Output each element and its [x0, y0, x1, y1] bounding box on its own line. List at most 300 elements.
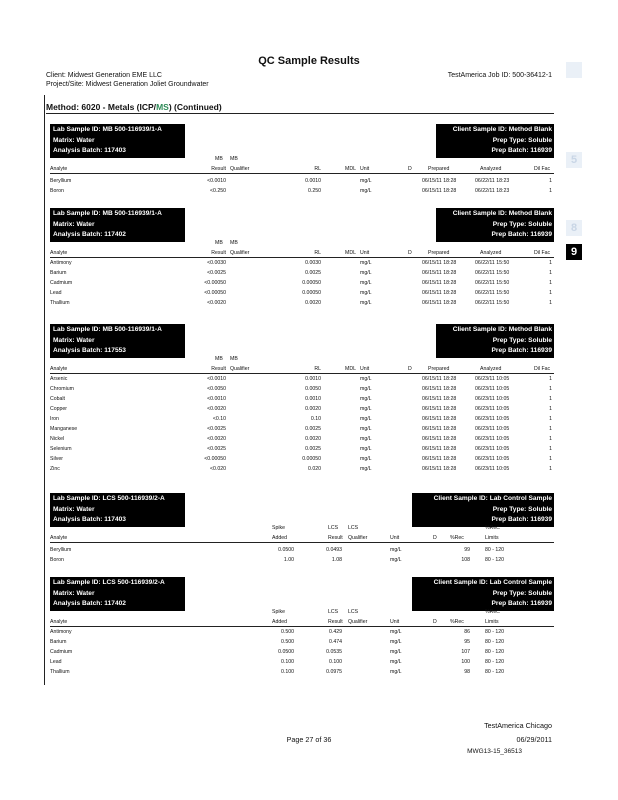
cell-rl: 0.00050: [302, 290, 321, 296]
cell-result: <0.0020: [207, 436, 226, 442]
header-lcs: LCS: [348, 609, 359, 615]
lab-sample-info: [50, 124, 185, 158]
cell-spike-added: 0.100: [281, 669, 294, 675]
cell-analyte: Iron: [50, 416, 59, 422]
cell-prepared: 06/15/11 18:28: [422, 280, 457, 286]
header-lcs: LCS: [328, 525, 339, 531]
header-analyte: Analyte: [50, 366, 68, 372]
cell-analyte: Copper: [50, 406, 68, 412]
block-lcs-117403: [46, 493, 554, 573]
cell-analyzed: 06/22/11 15:50: [475, 270, 510, 276]
cell-result: <0.0050: [207, 386, 226, 392]
header-mb: MB: [215, 240, 223, 246]
cell-rl: 0.250: [308, 188, 321, 194]
header-mdl: MDL: [345, 166, 356, 172]
cell-prepared: 06/15/11 18:28: [422, 376, 457, 382]
table-row: [50, 446, 554, 456]
prep-type: Prep Type: Soluble: [492, 136, 552, 144]
cell-unit: mg/L: [360, 260, 372, 266]
cell-dil-fac: 1: [549, 416, 552, 422]
table-row: [50, 466, 554, 476]
cell-prepared: 06/15/11 18:28: [422, 396, 457, 402]
cell-dil-fac: 1: [549, 290, 552, 296]
cell-rl: 0.0025: [305, 426, 321, 432]
header-analyte: Analyte: [50, 535, 68, 541]
cell-analyte: Selenium: [50, 446, 72, 452]
table-row: [50, 649, 554, 659]
matrix: Matrix: Water: [53, 136, 95, 144]
cell-result: <0.020: [209, 466, 226, 472]
prep-type: Prep Type: Soluble: [492, 589, 552, 597]
lab-sample-info: [50, 577, 185, 611]
header-result: Result: [328, 619, 343, 625]
cell-result: 0.0535: [326, 649, 342, 655]
cell-dil-fac: 1: [549, 426, 552, 432]
method-ms: MS: [156, 102, 169, 112]
footer-company: TestAmerica Chicago: [484, 721, 552, 730]
cell-analyte: Cadmium: [50, 280, 73, 286]
cell-dil-fac: 1: [549, 446, 552, 452]
cell-rl: 0.0025: [305, 270, 321, 276]
cell-dil-fac: 1: [549, 376, 552, 382]
lab-sample-id: Lab Sample ID: LCS 500-116939/2-A: [53, 495, 165, 502]
cell-prepared: 06/15/11 18:28: [422, 436, 457, 442]
header-mb: MB: [215, 356, 223, 362]
analysis-batch: Analysis Batch: 117553: [53, 347, 126, 354]
block-lcs-117402: [46, 577, 554, 685]
cell-rl: 0.0010: [305, 178, 321, 184]
cell-unit: mg/L: [360, 466, 372, 472]
cell-prepared: 06/15/11 18:28: [422, 426, 457, 432]
cell-analyte: Arsenic: [50, 376, 68, 382]
cell-dil-fac: 1: [549, 406, 552, 412]
header-mb: MB: [230, 240, 238, 246]
header-unit: Unit: [360, 166, 370, 172]
cell-spike-added: 0.0500: [278, 547, 294, 553]
header-lcs: LCS: [348, 525, 359, 531]
cell-prepared: 06/15/11 18:28: [422, 386, 457, 392]
header-mdl: MDL: [345, 366, 356, 372]
cell-rl: 0.10: [310, 416, 321, 422]
table-row: [50, 376, 554, 386]
column-headers: [50, 156, 554, 178]
table-row: [50, 659, 554, 669]
cell-prepared: 06/15/11 18:28: [422, 416, 457, 422]
cell-rl: 0.00050: [302, 456, 321, 462]
lab-sample-id: Lab Sample ID: MB 500-116939/1-A: [53, 326, 162, 333]
cell-analyte: Boron: [50, 557, 64, 563]
cell-spike-added: 0.500: [281, 639, 294, 645]
matrix: Matrix: Water: [53, 505, 95, 513]
analysis-batch: Analysis Batch: 117403: [53, 516, 126, 523]
table-row: [50, 456, 554, 466]
side-tab-9[interactable]: 9: [566, 244, 582, 260]
header-rule: [50, 542, 554, 543]
header-rec: %Rec.: [485, 609, 501, 615]
cell-spike-added: 0.100: [281, 659, 294, 665]
header-added: Added: [272, 535, 288, 541]
cell-result: 0.0975: [326, 669, 342, 675]
cell-unit: mg/L: [390, 557, 402, 563]
cell-result: <0.0010: [207, 396, 226, 402]
analysis-batch: Analysis Batch: 117402: [53, 231, 126, 238]
client-sample-info: [412, 493, 554, 527]
cell-analyte: Boron: [50, 188, 64, 194]
table-row: [50, 547, 554, 557]
cell-limits: 80 - 120: [485, 649, 505, 655]
left-margin-rule: [44, 95, 45, 685]
lab-sample-id: Lab Sample ID: MB 500-116939/1-A: [53, 210, 162, 217]
cell-analyte: Silver: [50, 456, 63, 462]
table-row: [50, 557, 554, 567]
header-d: D: [408, 166, 412, 172]
header-analyzed: Analyzed: [480, 250, 502, 256]
column-headers: [50, 240, 554, 262]
client-sample-info: [436, 124, 554, 158]
cell-result: <0.0010: [207, 178, 226, 184]
column-headers: [50, 525, 554, 547]
cell-analyte: Barium: [50, 639, 67, 645]
client-name: Client: Midwest Generation EME LLC: [46, 72, 162, 79]
header-limits: Limits: [485, 535, 499, 541]
table-row: [50, 386, 554, 396]
cell-analyte: Zinc: [50, 466, 60, 472]
method-prefix: Method: 6020 - Metals (ICP/: [46, 102, 157, 112]
side-tab[interactable]: [566, 62, 582, 78]
cell-analyte: Lead: [50, 290, 62, 296]
table-row: [50, 639, 554, 649]
cell-unit: mg/L: [360, 290, 372, 296]
header-limits: Limits: [485, 619, 499, 625]
cell-prepared: 06/15/11 18:28: [422, 260, 457, 266]
lab-sample-info: [50, 324, 185, 358]
cell-unit: mg/L: [360, 416, 372, 422]
cell-limits: 80 - 120: [485, 629, 505, 635]
cell-unit: mg/L: [360, 280, 372, 286]
cell-dil-fac: 1: [549, 466, 552, 472]
cell-analyzed: 06/23/11 10:05: [475, 386, 510, 392]
cell-pct-rec: 95: [464, 639, 470, 645]
side-tab-8[interactable]: 8: [566, 220, 582, 236]
header-unit: Unit: [360, 366, 370, 372]
cell-unit: mg/L: [390, 639, 402, 645]
header-qualifier: Qualifier: [230, 166, 250, 172]
cell-analyzed: 06/23/11 10:05: [475, 416, 510, 422]
cell-result: 0.429: [329, 629, 342, 635]
side-tab-5[interactable]: 5: [566, 152, 582, 168]
cell-result: 0.100: [329, 659, 342, 665]
header-d: D: [433, 535, 437, 541]
cell-prepared: 06/15/11 18:28: [422, 188, 457, 194]
cell-analyzed: 06/22/11 18:23: [475, 188, 510, 194]
cell-rl: 0.0010: [305, 396, 321, 402]
cell-unit: mg/L: [360, 446, 372, 452]
lab-sample-info: [50, 493, 185, 527]
cell-analyte: Thallium: [50, 300, 70, 306]
cell-result: <0.00050: [204, 456, 226, 462]
header-mb: MB: [230, 156, 238, 162]
prep-type: Prep Type: Soluble: [492, 505, 552, 513]
header-dil-fac: Dil Fac: [534, 366, 551, 372]
header-lcs: LCS: [328, 609, 339, 615]
cell-rl: 0.00050: [302, 280, 321, 286]
header-dil-fac: Dil Fac: [534, 166, 551, 172]
method-suffix: ) (Continued): [168, 102, 222, 112]
cell-analyte: Manganese: [50, 426, 78, 432]
cell-unit: mg/L: [360, 300, 372, 306]
prep-batch: Prep Batch: 116939: [491, 147, 552, 154]
cell-prepared: 06/15/11 18:28: [422, 406, 457, 412]
cell-result: 1.08: [331, 557, 342, 563]
method-rule: [46, 113, 554, 114]
cell-result: <0.0025: [207, 446, 226, 452]
cell-unit: mg/L: [360, 376, 372, 382]
cell-analyte: Antimony: [50, 260, 72, 266]
lab-sample-id: Lab Sample ID: MB 500-116939/1-A: [53, 126, 162, 133]
project-site: Project/Site: Midwest Generation Joliet Groundwater: [46, 81, 209, 88]
header-qualifier: Qualifier: [230, 250, 250, 256]
cell-spike-added: 0.500: [281, 629, 294, 635]
header-result: Result: [328, 535, 343, 541]
table-row: [50, 280, 554, 290]
cell-result: <0.0025: [207, 270, 226, 276]
cell-spike-added: 0.0500: [278, 649, 294, 655]
cell-result: <0.0025: [207, 426, 226, 432]
cell-analyte: Chromium: [50, 386, 74, 392]
header-rl: RL: [314, 366, 321, 372]
block-mb-117403: [46, 124, 554, 204]
header-prepared: Prepared: [428, 366, 450, 372]
cell-analyte: Cobalt: [50, 396, 65, 402]
cell-analyzed: 06/23/11 10:05: [475, 466, 510, 472]
prep-type: Prep Type: Soluble: [492, 336, 552, 344]
client-sample-id: Client Sample ID: Method Blank: [452, 326, 552, 333]
cell-unit: mg/L: [390, 659, 402, 665]
header-result: Result: [211, 250, 226, 256]
header-rec: %Rec.: [485, 525, 501, 531]
cell-result: <0.00050: [204, 280, 226, 286]
cell-result: <0.0020: [207, 406, 226, 412]
cell-result: <0.250: [209, 188, 226, 194]
table-row: [50, 669, 554, 679]
cell-result: <0.0020: [207, 300, 226, 306]
cell-analyte: Cadmium: [50, 649, 73, 655]
header-spike: Spike: [272, 609, 285, 615]
block-mb-117402: [46, 208, 554, 318]
footer-code: MWG13-15_36513: [467, 748, 522, 755]
cell-spike-added: 1.00: [283, 557, 294, 563]
cell-analyte: Beryllium: [50, 178, 72, 184]
table-row: [50, 426, 554, 436]
header-rule: [50, 373, 554, 374]
header-rule: [50, 257, 554, 258]
method-heading: [46, 102, 222, 112]
cell-result: <0.10: [212, 416, 226, 422]
cell-dil-fac: 1: [549, 280, 552, 286]
footer-date: 06/29/2011: [516, 735, 552, 744]
cell-prepared: 06/15/11 18:28: [422, 300, 457, 306]
lab-sample-info: [50, 208, 185, 242]
header-spike: Spike: [272, 525, 285, 531]
header-unit: Unit: [390, 535, 400, 541]
cell-analyte: Nickel: [50, 436, 65, 442]
cell-rl: 0.0020: [305, 406, 321, 412]
lab-sample-id: Lab Sample ID: LCS 500-116939/2-A: [53, 579, 165, 586]
cell-dil-fac: 1: [549, 396, 552, 402]
prep-batch: Prep Batch: 116939: [491, 600, 552, 607]
table-row: [50, 416, 554, 426]
header-result: Result: [211, 366, 226, 372]
cell-limits: 80 - 120: [485, 639, 505, 645]
header-unit: Unit: [390, 619, 400, 625]
cell-prepared: 06/15/11 18:28: [422, 178, 457, 184]
cell-unit: mg/L: [360, 426, 372, 432]
client-sample-info: [436, 324, 554, 358]
table-row: [50, 396, 554, 406]
cell-unit: mg/L: [360, 456, 372, 462]
cell-result: <0.0030: [207, 260, 226, 266]
table-row: [50, 178, 554, 188]
header-prepared: Prepared: [428, 166, 450, 172]
cell-unit: mg/L: [360, 178, 372, 184]
cell-pct-rec: 108: [461, 557, 470, 563]
header-dil-fac: Dil Fac: [534, 250, 551, 256]
cell-unit: mg/L: [360, 436, 372, 442]
column-headers: [50, 356, 554, 378]
cell-result: 0.0493: [326, 547, 342, 553]
cell-analyzed: 06/23/11 10:05: [475, 436, 510, 442]
cell-dil-fac: 1: [549, 386, 552, 392]
cell-analyzed: 06/22/11 15:50: [475, 300, 510, 306]
client-sample-info: [436, 208, 554, 242]
cell-unit: mg/L: [360, 386, 372, 392]
cell-analyzed: 06/23/11 10:05: [475, 426, 510, 432]
header-mb: MB: [215, 156, 223, 162]
cell-dil-fac: 1: [549, 178, 552, 184]
cell-unit: mg/L: [360, 270, 372, 276]
client-sample-id: Client Sample ID: Lab Control Sample: [433, 579, 552, 586]
cell-analyte: Barium: [50, 270, 67, 276]
table-row: [50, 290, 554, 300]
cell-dil-fac: 1: [549, 436, 552, 442]
header-added: Added: [272, 619, 288, 625]
header-pct-rec: %Rec: [450, 535, 464, 541]
header-rl: RL: [314, 166, 321, 172]
table-row: [50, 406, 554, 416]
header-prepared: Prepared: [428, 250, 450, 256]
header-unit: Unit: [360, 250, 370, 256]
cell-analyte: Beryllium: [50, 547, 72, 553]
table-row: [50, 188, 554, 198]
cell-dil-fac: 1: [549, 260, 552, 266]
cell-analyzed: 06/23/11 10:05: [475, 406, 510, 412]
table-row: [50, 260, 554, 270]
cell-pct-rec: 99: [464, 547, 470, 553]
cell-rl: 0.0050: [305, 386, 321, 392]
header-d: D: [408, 250, 412, 256]
header-qualifier: Qualifier: [348, 535, 368, 541]
page-title: QC Sample Results: [258, 55, 360, 67]
header-analyzed: Analyzed: [480, 366, 502, 372]
cell-pct-rec: 86: [464, 629, 470, 635]
header-mdl: MDL: [345, 250, 356, 256]
cell-analyzed: 06/22/11 15:50: [475, 290, 510, 296]
cell-unit: mg/L: [360, 396, 372, 402]
header-mb: MB: [230, 356, 238, 362]
cell-rl: 0.0010: [305, 376, 321, 382]
cell-rl: 0.020: [308, 466, 321, 472]
prep-batch: Prep Batch: 116939: [491, 231, 552, 238]
client-sample-info: [412, 577, 554, 611]
cell-unit: mg/L: [360, 406, 372, 412]
cell-prepared: 06/15/11 18:28: [422, 456, 457, 462]
header-qualifier: Qualifier: [230, 366, 250, 372]
cell-pct-rec: 100: [461, 659, 470, 665]
table-row: [50, 300, 554, 310]
cell-pct-rec: 107: [461, 649, 470, 655]
cell-limits: 80 - 120: [485, 547, 505, 553]
header-rl: RL: [314, 250, 321, 256]
prep-batch: Prep Batch: 116939: [491, 516, 552, 523]
block-mb-117553: [46, 324, 554, 489]
cell-rl: 0.0020: [305, 436, 321, 442]
cell-rl: 0.0025: [305, 446, 321, 452]
cell-dil-fac: 1: [549, 456, 552, 462]
table-row: [50, 629, 554, 639]
cell-analyte: Thallium: [50, 669, 70, 675]
header-pct-rec: %Rec: [450, 619, 464, 625]
page-number: Page 27 of 36: [286, 735, 332, 744]
cell-analyte: Antimony: [50, 629, 72, 635]
cell-dil-fac: 1: [549, 270, 552, 276]
header-result: Result: [211, 166, 226, 172]
matrix: Matrix: Water: [53, 336, 95, 344]
header-analyte: Analyte: [50, 619, 68, 625]
cell-limits: 80 - 120: [485, 669, 505, 675]
header-d: D: [433, 619, 437, 625]
cell-result: 0.474: [329, 639, 342, 645]
client-sample-id: Client Sample ID: Lab Control Sample: [433, 495, 552, 502]
cell-result: <0.0010: [207, 376, 226, 382]
prep-type: Prep Type: Soluble: [492, 220, 552, 228]
cell-rl: 0.0020: [305, 300, 321, 306]
matrix: Matrix: Water: [53, 589, 95, 597]
cell-prepared: 06/15/11 18:28: [422, 466, 457, 472]
analysis-batch: Analysis Batch: 117403: [53, 147, 126, 154]
client-sample-id: Client Sample ID: Method Blank: [452, 210, 552, 217]
header-rule: [50, 173, 554, 174]
column-headers: [50, 609, 554, 631]
header-rule: [50, 626, 554, 627]
analysis-batch: Analysis Batch: 117402: [53, 600, 126, 607]
cell-rl: 0.0030: [305, 260, 321, 266]
cell-limits: 80 - 120: [485, 659, 505, 665]
header-qualifier: Qualifier: [348, 619, 368, 625]
table-row: [50, 436, 554, 446]
cell-analyzed: 06/22/11 15:50: [475, 260, 510, 266]
cell-unit: mg/L: [390, 547, 402, 553]
cell-analyte: Lead: [50, 659, 62, 665]
prep-batch: Prep Batch: 116939: [491, 347, 552, 354]
client-sample-id: Client Sample ID: Method Blank: [452, 126, 552, 133]
cell-dil-fac: 1: [549, 300, 552, 306]
cell-prepared: 06/15/11 18:28: [422, 290, 457, 296]
cell-unit: mg/L: [390, 629, 402, 635]
header-d: D: [408, 366, 412, 372]
cell-analyzed: 06/22/11 15:50: [475, 280, 510, 286]
cell-unit: mg/L: [360, 188, 372, 194]
cell-analyzed: 06/23/11 10:05: [475, 396, 510, 402]
